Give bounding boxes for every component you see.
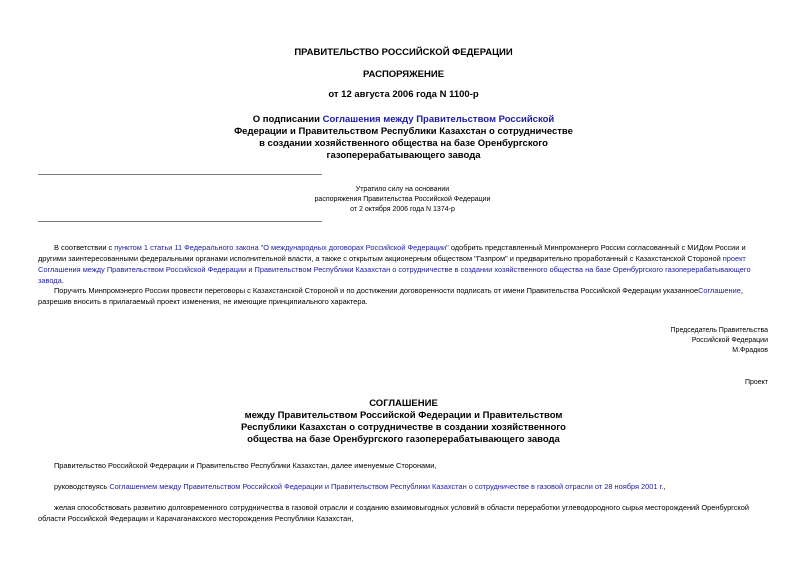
date-number: от 12 августа 2006 года N 1100-р [328,89,479,100]
status-note [270,185,535,215]
agreement-subtitle-2: Республики Казахстан о сотрудничестве в создании хозяйственного [241,422,566,433]
title-line-2[interactable]: Федерации и Правительством Республики Казахстан о сотрудничестве [234,126,573,137]
repeal-order-link[interactable]: распоряжения Правительства Российской Федерации [314,196,491,203]
text: В соответствии с [54,243,115,252]
agreement-subtitle-1: между Правительством Российской Федерации и Правительством [244,410,563,421]
paragraph-approval [38,242,770,286]
government-heading: ПРАВИТЕЛЬСТВО РОССИЙСКОЙ ФЕДЕРАЦИИ [294,47,513,58]
gas-agreement-link[interactable]: Соглашением между Правительством Российской Федерации и Правительством Республики Казахстан о сотрудничестве в газовой отрасли от 28 ноября 2001 г. [109,482,664,491]
divider-top [38,174,322,175]
agreement-heading [0,398,807,446]
signature-block [560,326,768,356]
text: , разрешив вносить в прилагаемый проект изменения, не имеющие принципиального характера. [38,286,743,306]
paragraph-instruction [38,285,770,307]
agreement-title: СОГЛАШЕНИЕ [369,398,438,409]
repeal-order-date-link[interactable]: от 2 октября 2006 года N 1374-р [350,206,455,213]
signature-title: Председатель Правительства [670,327,768,334]
agreement-subtitle-3: общества на базе Оренбургского газоперерабатывающего завода [247,434,560,445]
text: руководствуясь [54,482,110,491]
signature-org: Российской Федерации [691,337,768,344]
status-note-text: Утратило силу на основании [355,186,450,193]
title-line-3[interactable]: в создании хозяйственного общества на базе Оренбургского [259,138,548,149]
agreement-parties: Правительство Российской Федерации и Правительство Республики Казахстан, далее именуемые Сторонами, [54,461,437,470]
divider-bottom [38,221,322,222]
project-label: Проект [744,379,768,386]
draft-agreement-link[interactable]: проект Соглашения между Правительством Российской Федерации и Правительством Республики Казахстан о сотрудничестве в создании хозяйственного общества на базе Оренбургского газоперерабатывающего завода [38,254,751,285]
agreement-link[interactable]: Соглашение [698,286,741,295]
agreement-desiring: желая способствовать развитию долговременного сотрудничества в газовой отрасли и созданию взаимовыгодных условий в области переработки углеводородного сырья месторождений Оренбургской области Российской Федерации и Карачаганакского месторождения Республики Казахстан, [38,503,749,523]
law-article-link[interactable]: пунктом 1 статьи 11 Федерального закона "О международных договорах Российской Федерации" [114,243,449,252]
text: . [61,276,64,285]
agreement-guided-by [38,481,770,492]
text: , [663,482,666,491]
text: одобрить представленный Минпромэнерго России согласованный с МИДом России и другими заинтересованными федеральными органами исполнительной власти, а также с открытым акционерным обществом "Газпром" и предварительно проработанный с Казахстанской Стороной [38,243,746,263]
document-title [0,114,807,162]
signature-name: М.Фрадков [732,347,768,354]
text: Поручить Минпромэнерго России провести переговоры с Казахстанской Стороной и по достижении договоренности подписать от имени Правительства Российской Федерации указанное [54,286,699,295]
document-type-heading: РАСПОРЯЖЕНИЕ [362,69,445,80]
title-line-4[interactable]: газоперерабатывающего завода [326,150,481,161]
title-agreement-link[interactable]: Соглашения между Правительством Российской [322,114,555,125]
title-prefix: О подписании [252,114,323,125]
